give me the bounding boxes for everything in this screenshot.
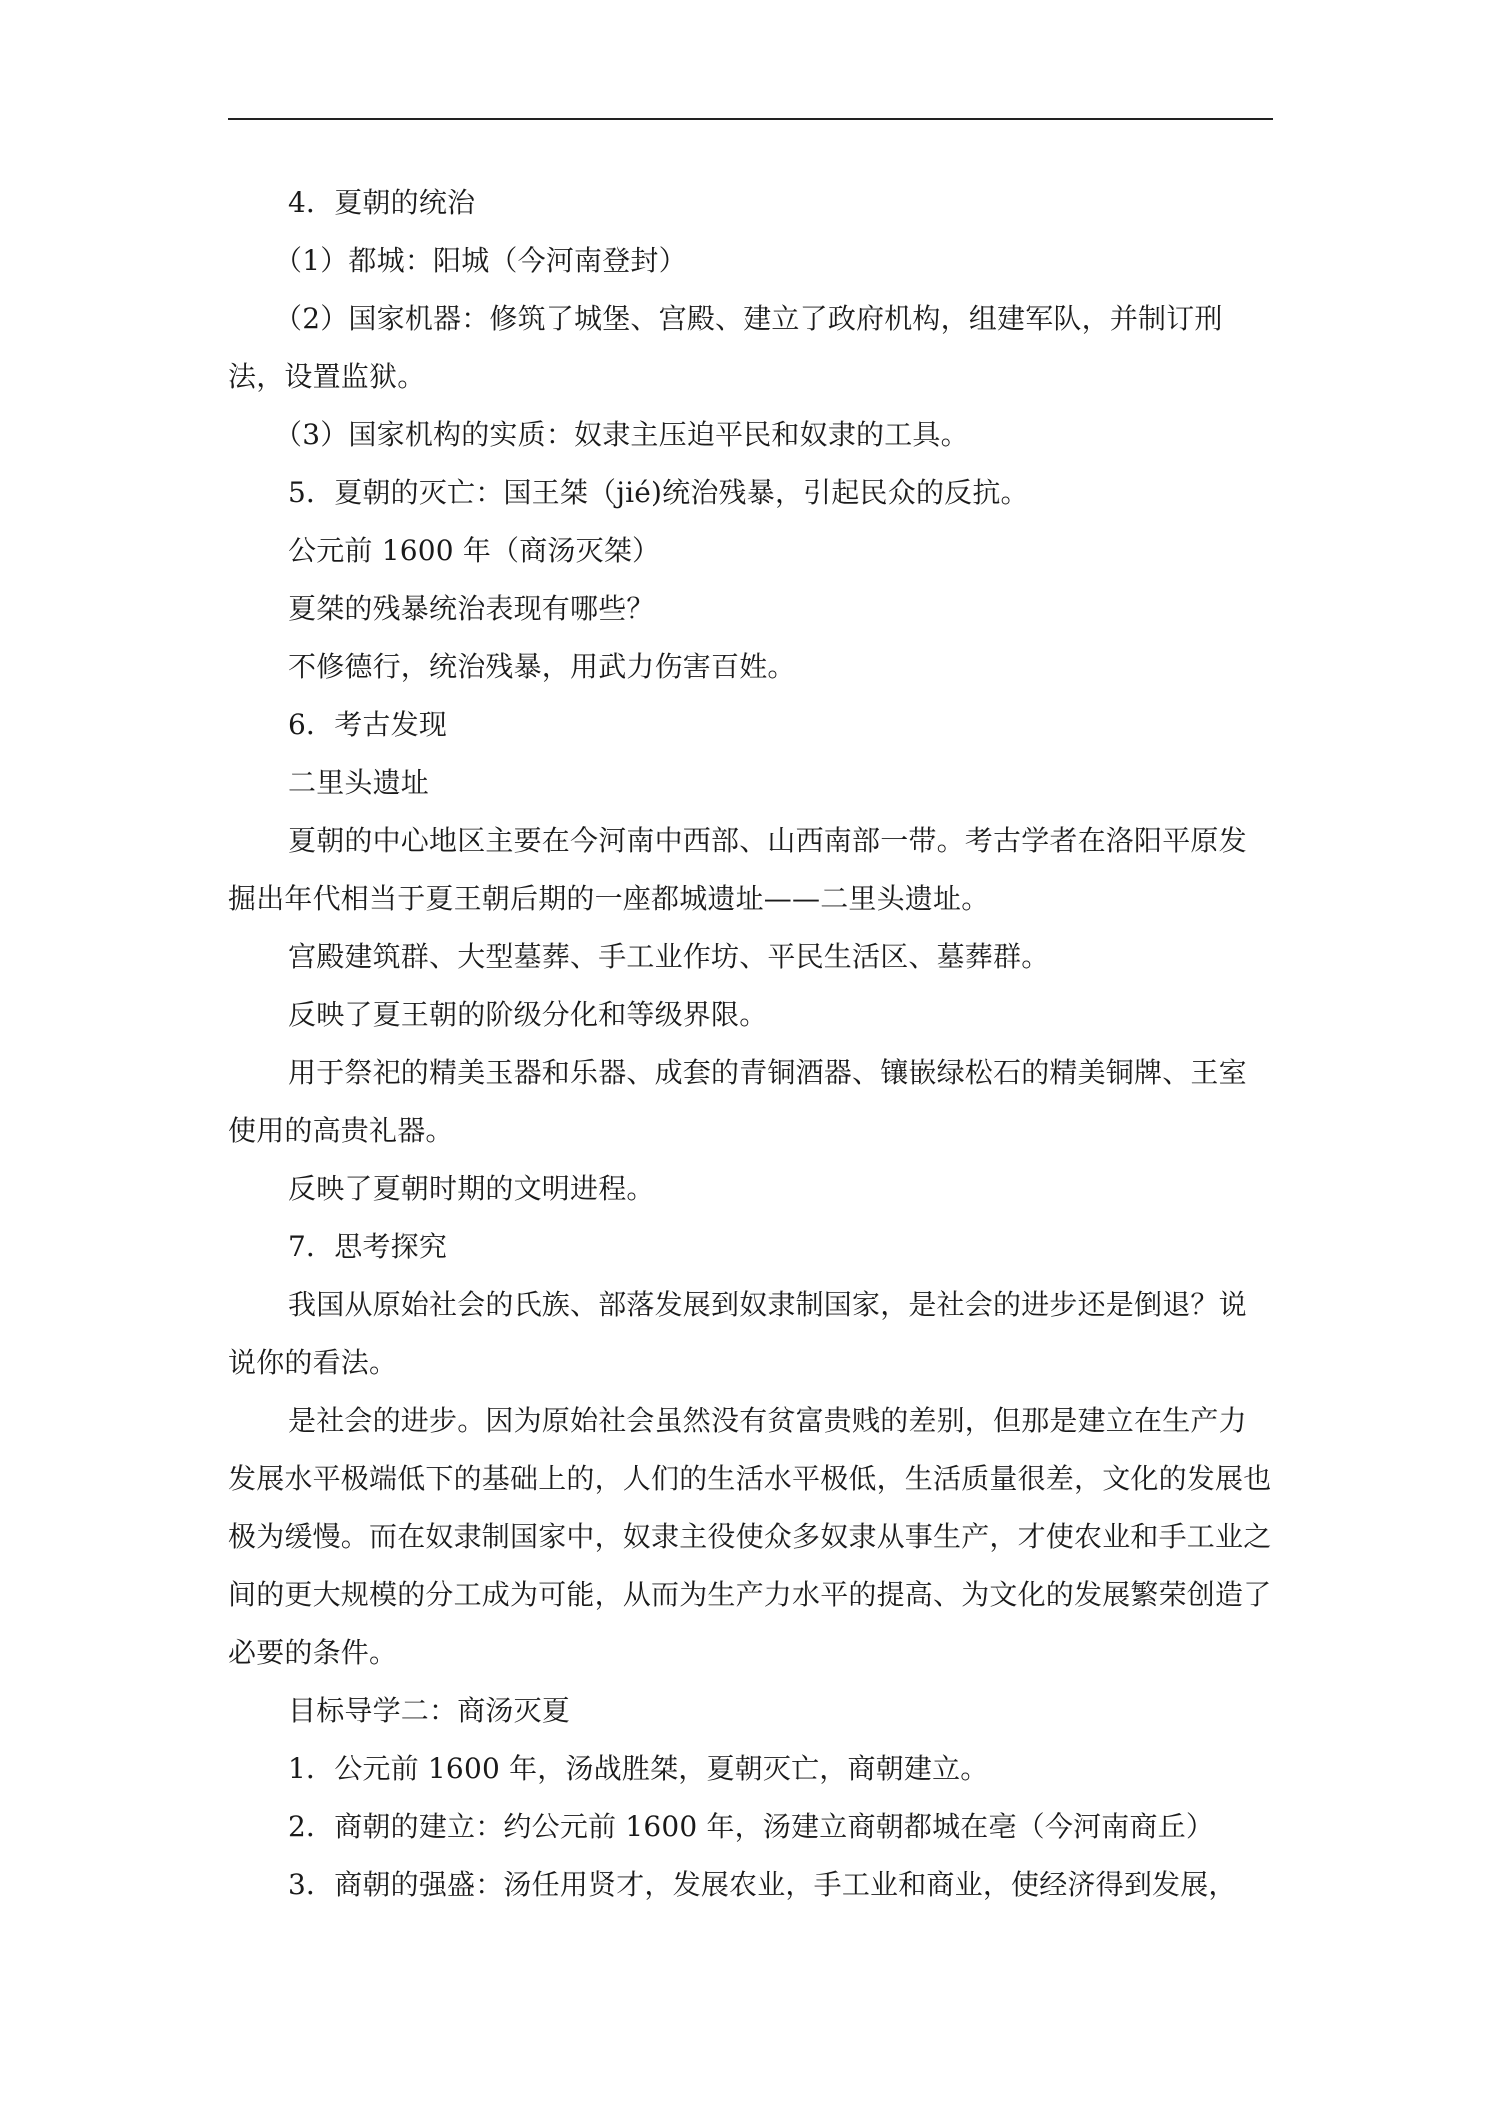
paragraph-shang-founding-date: 1．公元前 1600 年，汤战胜桀，夏朝灭亡，商朝建立。 <box>288 1752 989 1785</box>
paragraph-capital: （1）都城：阳城（今河南登封） <box>274 244 687 277</box>
paragraph-shang-establishment: 2．商朝的建立：约公元前 1600 年，汤建立商朝都城在亳（今河南商丘） <box>288 1810 1215 1843</box>
paragraph-state-machine: （2）国家机器：修筑了城堡、宫殿、建立了政府机构，组建军队，并制订刑法，设置监狱。 <box>228 302 1223 393</box>
paragraph-state-essence: （3）国家机构的实质：奴隶主压迫平民和奴隶的工具。 <box>274 418 969 451</box>
paragraph-question-jie: 夏桀的残暴统治表现有哪些？ <box>288 592 655 625</box>
paragraph-date-shang-tang: 公元前 1600 年（商汤灭桀） <box>288 534 661 567</box>
paragraph-inquiry-answer: 是社会的进步。因为原始社会虽然没有贫富贵贱的差别，但那是建立在生产力发展水平极端低下的基础上的，人们的生活水平极低，生活质量很差，文化的发展也极为缓慢。而在奴隶制国家中，奴隶主役使众多奴隶从事生产，才使农业和手工业之间的更大规模的分工成为可能，从而为生产力水平的提高、为文化的发展繁荣创造了必要的条件。 <box>228 1404 1272 1669</box>
section-heading-xia-rule: 4．夏朝的统治 <box>288 186 476 219</box>
header-rule <box>228 118 1273 120</box>
paragraph-artifacts: 用于祭祀的精美玉器和乐器、成套的青铜酒器、镶嵌绿松石的精美铜牌、王室使用的高贵礼器。 <box>228 1056 1247 1147</box>
section-heading-goal-two: 目标导学二：商汤灭夏 <box>288 1694 571 1727</box>
paragraph-erlitou-title: 二里头遗址 <box>288 766 430 799</box>
section-heading-archaeology: 6．考古发现 <box>288 708 448 741</box>
paragraph-inquiry-question: 我国从原始社会的氏族、部落发展到奴隶制国家，是社会的进步还是倒退？说说你的看法。 <box>228 1288 1247 1379</box>
section-heading-inquiry: 7．思考探究 <box>288 1230 448 1263</box>
paragraph-class-division: 反映了夏王朝的阶级分化和等级界限。 <box>288 998 768 1031</box>
paragraph-answer-jie: 不修德行，统治残暴，用武力伤害百姓。 <box>288 650 796 683</box>
paragraph-erlitou-description: 夏朝的中心地区主要在今河南中西部、山西南部一带。考古学者在洛阳平原发掘出年代相当于夏王朝后期的一座都城遗址——二里头遗址。 <box>228 824 1247 915</box>
paragraph-shang-prosperity: 3．商朝的强盛：汤任用贤才，发展农业，手工业和商业，使经济得到发展， <box>288 1868 1237 1901</box>
document-body <box>228 174 1273 1914</box>
section-heading-xia-fall: 5．夏朝的灭亡：国王桀（jié)统治残暴，引起民众的反抗。 <box>288 476 1029 509</box>
paragraph-erlitou-sites: 宫殿建筑群、大型墓葬、手工业作坊、平民生活区、墓葬群。 <box>288 940 1050 973</box>
paragraph-civilization-progress: 反映了夏朝时期的文明进程。 <box>288 1172 655 1205</box>
